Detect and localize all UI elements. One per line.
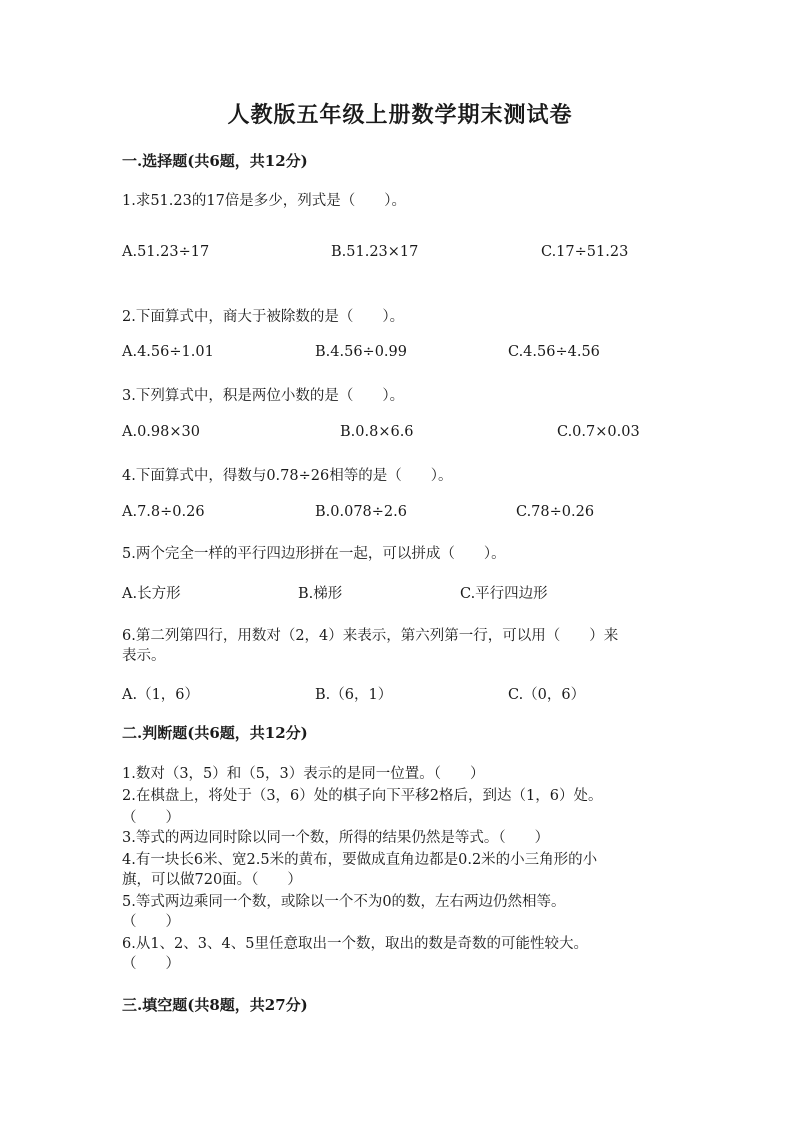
judge-line-6: 旗，可以做720面。（ ） bbox=[122, 872, 302, 888]
question-5-option-b: B.梯形 bbox=[298, 586, 343, 602]
question-6-option-b: B.（6，1） bbox=[315, 687, 393, 703]
section-header-judge: 二.判断题(共6题，共12分) bbox=[122, 724, 308, 742]
question-3-option-c: C.0.7×0.03 bbox=[557, 424, 640, 440]
section-header-choice: 一.选择题(共6题，共12分) bbox=[122, 152, 308, 170]
question-1-option-b: B.51.23×17 bbox=[331, 244, 419, 260]
judge-line-7: 5.等式两边乘同一个数，或除以一个不为0的数，左右两边仍然相等。 bbox=[122, 894, 566, 910]
question-4-option-a: A.7.8÷0.26 bbox=[122, 504, 205, 520]
question-4-option-b: B.0.078÷2.6 bbox=[315, 504, 407, 520]
judge-line-5: 4.有一块长6米、宽2.5米的黄布，要做成直角边都是0.2米的小三角形的小 bbox=[122, 852, 598, 868]
question-6-text-line-1: 6.第二列第四行，用数对（2，4）来表示，第六列第一行，可以用（ ）来 bbox=[122, 628, 619, 644]
question-5-option-c: C.平行四边形 bbox=[460, 586, 548, 602]
question-3-option-a: A.0.98×30 bbox=[122, 424, 200, 440]
question-6-option-c: C.（0，6） bbox=[508, 687, 586, 703]
question-4-text: 4.下面算式中，得数与0.78÷26相等的是（ ）。 bbox=[122, 468, 453, 484]
question-6-option-a: A.（1，6） bbox=[122, 687, 200, 703]
question-1-text: 1.求51.23的17倍是多少，列式是（ ）。 bbox=[122, 193, 407, 209]
section-header-fill: 三.填空题(共8题，共27分) bbox=[122, 996, 308, 1014]
judge-line-4: 3.等式的两边同时除以同一个数，所得的结果仍然是等式。（ ） bbox=[122, 830, 550, 846]
question-2-option-b: B.4.56÷0.99 bbox=[315, 344, 407, 360]
judge-line-2: 2.在棋盘上，将处于（3，6）处的棋子向下平移2格后，到达（1，6）处。 bbox=[122, 788, 603, 804]
page-title: 人教版五年级上册数学期末测试卷 bbox=[227, 102, 573, 128]
judge-line-9: 6.从1、2、3、4、5里任意取出一个数，取出的数是奇数的可能性较大。 bbox=[122, 936, 588, 952]
question-3-text: 3.下列算式中，积是两位小数的是（ ）。 bbox=[122, 388, 405, 404]
question-3-option-b: B.0.8×6.6 bbox=[340, 424, 414, 440]
judge-line-8: （ ） bbox=[122, 914, 180, 930]
question-5-option-a: A.长方形 bbox=[122, 586, 181, 602]
question-1-option-c: C.17÷51.23 bbox=[541, 244, 629, 260]
judge-line-10: （ ） bbox=[122, 956, 180, 972]
question-5-text: 5.两个完全一样的平行四边形拼在一起，可以拼成（ ）。 bbox=[122, 546, 506, 562]
judge-line-3: （ ） bbox=[122, 810, 180, 826]
question-2-option-c: C.4.56÷4.56 bbox=[508, 344, 600, 360]
question-4-option-c: C.78÷0.26 bbox=[516, 504, 595, 520]
question-1-option-a: A.51.23÷17 bbox=[122, 244, 210, 260]
question-2-text: 2.下面算式中，商大于被除数的是（ ）。 bbox=[122, 309, 405, 325]
judge-line-1: 1.数对（3，5）和（5，3）表示的是同一位置。（ ） bbox=[122, 766, 485, 782]
question-6-text-line-2: 表示。 bbox=[122, 648, 166, 664]
question-2-option-a: A.4.56÷1.01 bbox=[122, 344, 214, 360]
